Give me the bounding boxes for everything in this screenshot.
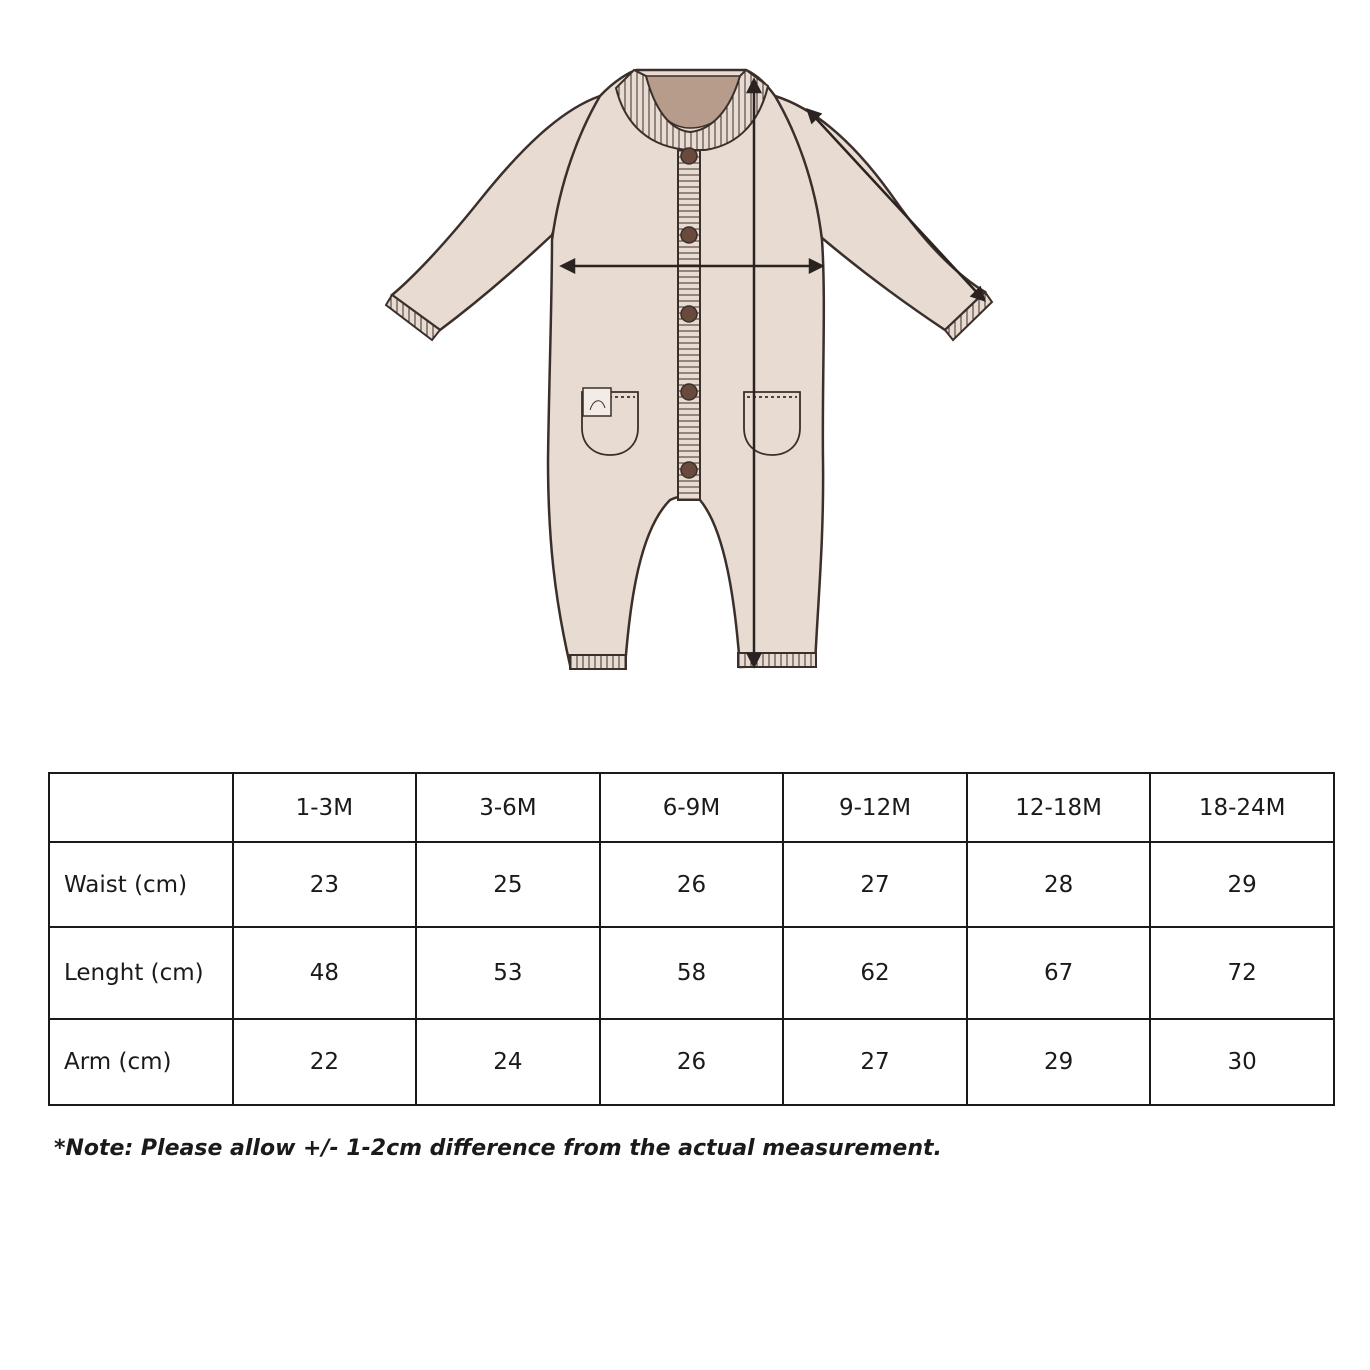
table-cell: 28 bbox=[967, 842, 1151, 927]
header-cell: 1-3M bbox=[233, 773, 417, 842]
table-cell: 24 bbox=[416, 1019, 600, 1105]
header-cell bbox=[49, 773, 233, 842]
left-leg-cuff bbox=[570, 655, 626, 669]
table-cell: 62 bbox=[783, 927, 967, 1019]
table-cell: 23 bbox=[233, 842, 417, 927]
table-cell: 53 bbox=[416, 927, 600, 1019]
table-cell: 22 bbox=[233, 1019, 417, 1105]
table-row bbox=[49, 1019, 1334, 1105]
header-cell: 12-18M bbox=[967, 773, 1151, 842]
table-row bbox=[49, 927, 1334, 1019]
table-cell: 26 bbox=[600, 1019, 784, 1105]
table-cell: 26 bbox=[600, 842, 784, 927]
table-cell: 27 bbox=[783, 1019, 967, 1105]
table-cell: 72 bbox=[1150, 927, 1334, 1019]
size-chart-table bbox=[48, 772, 1335, 1106]
table-row bbox=[49, 842, 1334, 927]
brand-label-icon bbox=[583, 388, 611, 416]
button-placket bbox=[678, 150, 700, 500]
row-label: Arm (cm) bbox=[49, 1019, 233, 1105]
table-cell: 30 bbox=[1150, 1019, 1334, 1105]
table-cell: 58 bbox=[600, 927, 784, 1019]
table-header-row bbox=[49, 773, 1334, 842]
header-cell: 6-9M bbox=[600, 773, 784, 842]
row-label: Waist (cm) bbox=[49, 842, 233, 927]
table-cell: 67 bbox=[967, 927, 1151, 1019]
table-cell: 27 bbox=[783, 842, 967, 927]
table-cell: 48 bbox=[233, 927, 417, 1019]
header-cell: 3-6M bbox=[416, 773, 600, 842]
table-cell: 25 bbox=[416, 842, 600, 927]
header-cell: 9-12M bbox=[783, 773, 967, 842]
table-cell: 29 bbox=[967, 1019, 1151, 1105]
measurement-note: *Note: Please allow +/- 1-2cm difference from the actual measurement. bbox=[54, 1136, 942, 1161]
row-label: Lenght (cm) bbox=[49, 927, 233, 1019]
header-cell: 18-24M bbox=[1150, 773, 1334, 842]
table-cell: 29 bbox=[1150, 842, 1334, 927]
